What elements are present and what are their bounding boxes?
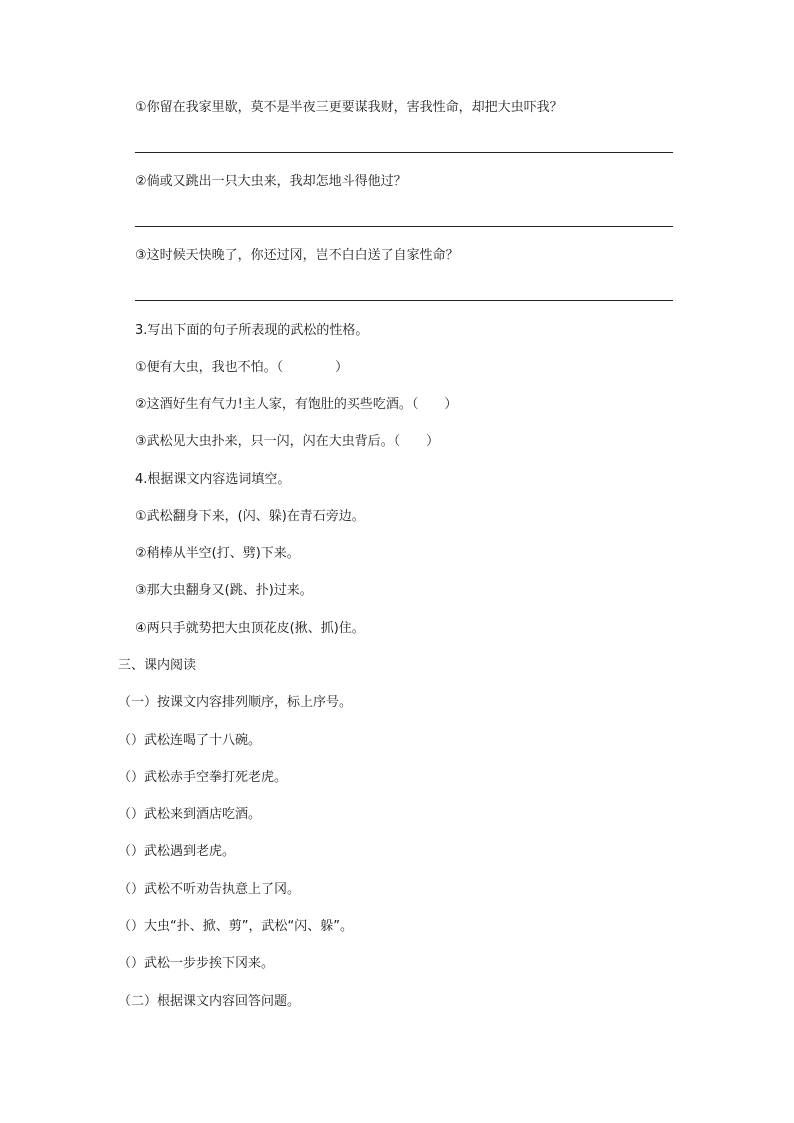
- order-item-3: （）武松来到酒店吃酒。: [118, 807, 262, 822]
- order-item-2: （）武松赤手空拳打死老虎。: [118, 770, 288, 785]
- q3-title: 3.写出下面的句子所表现的武松的性格。: [135, 323, 369, 338]
- q3-item-2: ②这酒好生有气力!主人家，有饱肚的买些吃酒。（ ）: [135, 397, 458, 412]
- order-item-5: （）武松不听劝告执意上了冈。: [118, 882, 301, 897]
- part2-title: （二）根据课文内容回答问题。: [118, 994, 301, 1009]
- q4-item-2: ②稍棒从半空(打、劈)下来。: [135, 546, 300, 561]
- q4-item-1: ①武松翻身下来，(闪、躲)在青石旁边。: [135, 509, 365, 524]
- q2-item-3: ③这时候天快晚了，你还过冈，岂不白白送了自家性命？: [135, 248, 459, 263]
- part1-title: （一）按课文内容排列顺序，标上序号。: [118, 695, 353, 710]
- q2-item-2: ②倘或又跳出一只大虫来，我却怎地斗得他过？: [135, 174, 407, 189]
- q3-item-3: ③武松见大虫扑来，只一闪，闪在大虫背后。（ ）: [135, 434, 440, 449]
- answer-line-3[interactable]: [135, 300, 673, 301]
- q4-item-4: ④两只手就势把大虫顶花皮(揪、抓)住。: [135, 621, 365, 636]
- order-item-7: （）武松一步步挨下冈来。: [118, 956, 275, 971]
- q4-title: 4.根据课文内容选词填空。: [135, 472, 291, 487]
- q3-item-1: ①便有大虫，我也不怕。（ ）: [135, 360, 349, 375]
- order-item-4: （）武松遇到老虎。: [118, 844, 236, 859]
- q4-item-3: ③那大虫翻身又(跳、扑)过来。: [135, 583, 313, 598]
- answer-line-2[interactable]: [135, 226, 673, 227]
- order-item-1: （）武松连喝了十八碗。: [118, 733, 262, 748]
- answer-line-1[interactable]: [135, 152, 673, 153]
- order-item-6: （）大虫“扑、掀、剪”，武松“闪、躲”。: [118, 919, 353, 934]
- q2-item-1: ①你留在我家里歇，莫不是半夜三更要谋我财，害我性命，却把大虫吓我？: [135, 100, 563, 115]
- section-title: 三、课内阅读: [118, 658, 197, 673]
